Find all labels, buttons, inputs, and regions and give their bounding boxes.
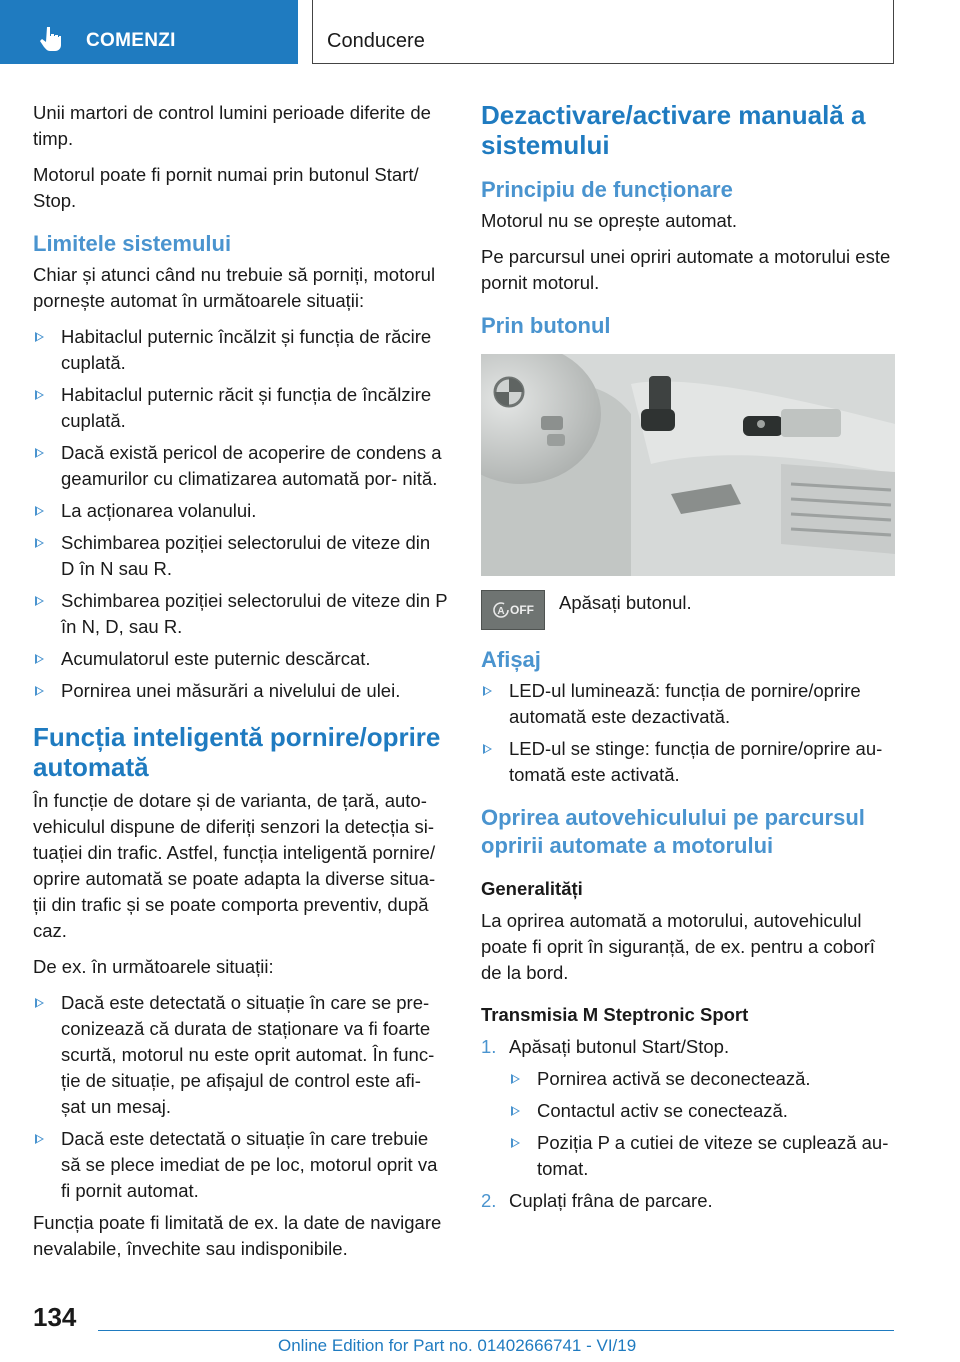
triangle-bullet-icon	[511, 1138, 520, 1148]
button-caption: Apăsați butonul.	[559, 592, 692, 613]
list-item: Habitaclul puternic răcit și funcția de încălzire cuplată.	[33, 382, 448, 434]
list-item: La acționarea volanului.	[33, 498, 448, 524]
substeps-list	[509, 1066, 895, 1182]
list-item: Schimbarea poziției selectorului de viteze din D în N sau R.	[33, 530, 448, 582]
edition-footer: Online Edition for Part no. 01402666741 - VI/19	[278, 1336, 637, 1355]
auto-start-stop-off-button-icon	[481, 590, 545, 630]
step-text: Apăsați butonul Start/Stop.	[509, 1036, 730, 1057]
section-title: Conducere	[327, 30, 425, 52]
heading-general: Generalități	[481, 878, 583, 899]
list-item: LED-ul luminează: funcția de pornire/oprire automată este dezactivată.	[481, 678, 895, 730]
section-header	[312, 0, 894, 64]
triangle-bullet-icon	[35, 1134, 44, 1144]
paragraph: Motorul poate fi pornit numai prin butonul Start/ Stop.	[33, 164, 419, 211]
dashboard-illustration	[481, 354, 895, 576]
footer-divider	[98, 1330, 894, 1331]
paragraph: Pe parcursul unei opriri automate a motorului este pornit motorul.	[481, 246, 891, 293]
triangle-bullet-icon	[511, 1106, 520, 1116]
paragraph: Unii martori de control lumini perioade diferite de timp.	[33, 102, 431, 149]
step-number: 2.	[481, 1190, 497, 1211]
paragraph: Chiar și atunci când nu trebuie să porniți, motorul pornește automat în următoarele situații:	[33, 264, 436, 311]
triangle-bullet-icon	[35, 538, 44, 548]
list-item: Dacă există pericol de acoperire de condens a geamurilor cu climatizarea automată por- nită.	[33, 440, 448, 492]
list-item: Pornirea activă se deconectează.	[509, 1066, 895, 1092]
list-item: Acumulatorul este puternic descărcat.	[33, 646, 448, 672]
chapter-tab-label: COMENZI	[86, 30, 176, 51]
list-item: Schimbarea poziției selectorului de viteze din P în N, D, sau R.	[33, 588, 448, 640]
step-number: 1.	[481, 1036, 497, 1057]
left-column	[33, 100, 448, 1272]
hand-pointer-icon	[40, 26, 62, 52]
list-item: Poziția P a cutiei de viteze se cuplează au- tomat.	[509, 1130, 895, 1182]
list-item: Dacă este detectată o situație în care se pre- conizează că durata de staționare va fi foarte scurtă, motorul nu este oprit automat. În func- ție de situație, pe afișajul de control este afi- șat un mesaj.	[33, 990, 448, 1120]
paragraph: În funcție de dotare și de varianta, de țară, auto- vehiculul dispune de diferiți senzori la detecția si- tuației din trafic. Astfel, funcția inteligentă pornire/ oprire automată se poate adapta la diverse situa- ții din trafic și se poate comporta preventiv, după caz.	[33, 790, 436, 941]
paragraph: La oprirea automată a motorului, autovehiculul poate fi oprit în siguranță, de ex. pentru a coborî de la bord.	[481, 910, 875, 983]
triangle-bullet-icon	[35, 448, 44, 458]
heading-button: Prin butonul	[481, 313, 611, 338]
paragraph: Funcția poate fi limitată de ex. la date de navigare nevalabile, învechite sau indisponibile.	[33, 1212, 442, 1259]
heading-transmission: Transmisia M Steptronic Sport	[481, 1004, 749, 1025]
heading-limits: Limitele sistemului	[33, 231, 232, 256]
chapter-tab[interactable]	[0, 0, 298, 64]
paragraph: Motorul nu se oprește automat.	[481, 210, 738, 231]
triangle-bullet-icon	[35, 332, 44, 342]
triangle-bullet-icon	[35, 654, 44, 664]
triangle-bullet-icon	[511, 1074, 520, 1084]
heading-smart-start-stop: Funcția inteligentă pornire/oprire automată	[33, 722, 441, 782]
triangle-bullet-icon	[483, 686, 492, 696]
list-item: LED-ul se stinge: funcția de pornire/oprire au- tomată este activată.	[481, 736, 895, 788]
triangle-bullet-icon	[35, 998, 44, 1008]
triangle-bullet-icon	[35, 686, 44, 696]
svg-text:A: A	[497, 606, 505, 617]
list-item: Contactul activ se conectează.	[509, 1098, 895, 1124]
display-list	[481, 678, 895, 788]
step-text: Cuplați frâna de parcare.	[509, 1190, 713, 1211]
auto-start-stop-icon	[492, 601, 510, 619]
heading-display: Afișaj	[481, 647, 541, 672]
step-item	[481, 1034, 895, 1182]
smart-list	[33, 990, 448, 1204]
triangle-bullet-icon	[35, 390, 44, 400]
heading-principle: Principiu de funcționare	[481, 177, 733, 202]
step-item	[481, 1188, 895, 1214]
button-icon-label: OFF	[510, 603, 534, 617]
right-column	[481, 100, 895, 1220]
list-item: Pornirea unei măsurări a nivelului de ulei.	[33, 678, 448, 704]
paragraph: De ex. în următoarele situații:	[33, 956, 274, 977]
steps-list	[481, 1034, 895, 1214]
heading-manual: Dezactivare/activare manuală a sistemului	[481, 100, 866, 160]
triangle-bullet-icon	[35, 506, 44, 516]
triangle-bullet-icon	[35, 596, 44, 606]
dashboard-photo	[481, 354, 895, 576]
list-item: Habitaclul puternic încălzit și funcția de răcire cuplată.	[33, 324, 448, 376]
list-item: Dacă este detectată o situație în care trebuie să se plece imediat de pe loc, motorul oprit va fi pornit automat.	[33, 1126, 448, 1204]
triangle-bullet-icon	[483, 744, 492, 754]
limits-list	[33, 324, 448, 704]
page-number: 134	[33, 1302, 77, 1332]
heading-stop-vehicle: Oprirea autovehiculului pe parcursul opririi automate a motorului	[481, 805, 865, 858]
button-instruction	[481, 590, 895, 630]
